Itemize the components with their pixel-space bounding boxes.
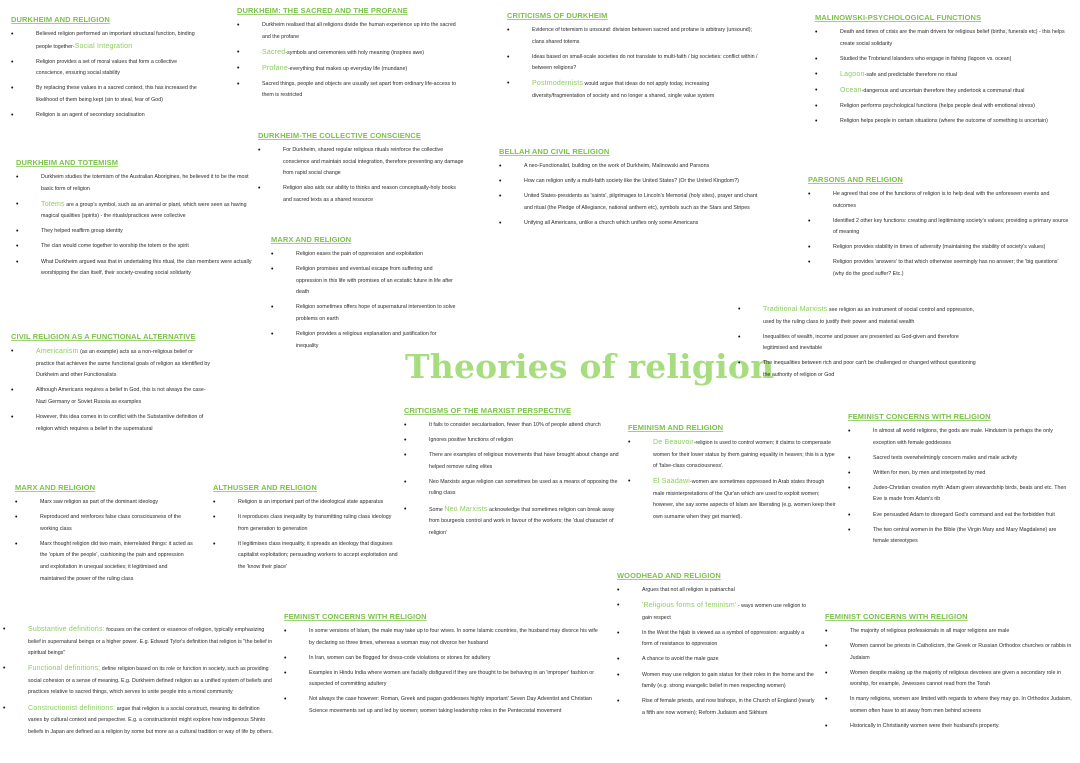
bullet-item bbox=[213, 497, 403, 509]
section-heading: FEMINISM AND RELIGION bbox=[628, 423, 724, 432]
section-heading: FEMINIST CONCERNS WITH RELIGION bbox=[284, 612, 427, 621]
bullet-text: Religion provides 'answers' to that which otherwise seemingly has no answer; the 'big questions' (why do the good suffer? Etc.) bbox=[833, 259, 1059, 278]
bullet-text: United States-presidents as 'saints', pilgrimages to Lincoln's Memorial (holy sites), prayer and chant and ritual (the Pledge of Allegiance, national anthem etc), symbols such as the Stars and Stripes bbox=[524, 193, 758, 211]
section-s6 bbox=[237, 6, 462, 106]
keyword-highlight: Substantive definitions: bbox=[28, 626, 105, 633]
bullet-text: A neo-Functionalist, building on the work of Durkheim, Malinowski and Parsons bbox=[524, 163, 710, 169]
bullet-item bbox=[507, 52, 762, 75]
bullet-item bbox=[11, 29, 201, 53]
bullet-list bbox=[825, 626, 1077, 733]
bullet-item bbox=[848, 510, 1073, 522]
section-s1 bbox=[11, 15, 201, 125]
bullet-text: Identified 2 other key functions: creating and legitimising society's values; providing a primary source of meaning bbox=[833, 217, 1069, 236]
bullet-text: Religion promises and eventual escape from suffering and oppression in this life with promises of an ecstatic future in life after death bbox=[296, 266, 453, 296]
bullet-text: -dangerous and uncertain therefore they undertook a communal ritual bbox=[861, 87, 1025, 94]
section-s14 bbox=[628, 423, 836, 527]
bullet-item bbox=[213, 512, 403, 535]
section-heading: MALINOWSKI-PSYCHOLOGICAL FUNCTIONS bbox=[815, 13, 982, 22]
bullet-item bbox=[258, 183, 466, 206]
bullet-text: In some versions of Islam, the male may take up to four wives. In some Islamic countries, the husband may divorce his wife by declaring so three times, whereas a woman may not divorce her husband bbox=[309, 628, 598, 646]
section-heading: CRITICISMS OF DURKHEIM bbox=[507, 11, 608, 20]
bullet-text: What Durkheim argued was that in undertaking this ritual, the clan members were actually worshipping the clan itself, their society-creating social solidarity bbox=[41, 258, 252, 277]
bullet-item bbox=[284, 694, 598, 717]
bullet-item bbox=[815, 27, 1075, 50]
bullet-text: Sacred texts overwhelmingly concern males and male activity bbox=[873, 454, 1018, 461]
bullet-list bbox=[11, 29, 201, 122]
bullet-item bbox=[271, 249, 459, 261]
bullet-text: Marx saw religion as part of the dominant ideology bbox=[40, 499, 159, 505]
bullet-item bbox=[16, 226, 256, 238]
bullet-text: - ways women use religion to gain respect bbox=[642, 603, 807, 621]
bullet-item bbox=[825, 694, 1077, 717]
bullet-item bbox=[808, 216, 1070, 239]
section-s5 bbox=[3, 624, 273, 742]
bullet-item bbox=[848, 426, 1073, 449]
bullet-text: focuses on the content or essence of religion, typically emphasizing belief in supernatural beings or a higher power. E.g. Edward Tylor's definition that religion is "the belief in spiritual beings" bbox=[28, 627, 273, 657]
bullet-item bbox=[404, 420, 619, 432]
bullet-text: In many religions, women are limited with regards to where they may go. In Orthodox Judaism, women often have to sit away from men behind screens bbox=[850, 696, 1072, 715]
bullet-item bbox=[848, 525, 1073, 548]
bullet-item bbox=[825, 641, 1077, 664]
bullet-item bbox=[499, 161, 764, 173]
bullet-item bbox=[617, 600, 815, 624]
section-s4 bbox=[15, 483, 193, 589]
section-s3 bbox=[11, 332, 211, 439]
bullet-text: It reproduces class inequality by transmitting ruling class ideology from generation to generation bbox=[238, 514, 392, 532]
bullet-item bbox=[11, 412, 211, 435]
bullet-text: Reproduced and reinforces false class consciousness of the working class bbox=[40, 514, 182, 532]
section-s18 bbox=[738, 304, 980, 385]
bullet-text: Believed religion performed an important structural function, binding people together- bbox=[36, 31, 195, 50]
bullet-item bbox=[848, 453, 1073, 465]
keyword-highlight: Traditional Marxists bbox=[763, 306, 828, 313]
bullet-item bbox=[16, 199, 256, 223]
bullet-item bbox=[3, 663, 273, 699]
bullet-text: Unifying all Americans, unlike a church which unifies only some Americans bbox=[524, 219, 699, 226]
bullet-text: The majority of religious professionals in all major religions are male bbox=[850, 628, 1010, 634]
section-heading: MARX AND RELIGION bbox=[271, 235, 352, 244]
section-s17 bbox=[808, 175, 1070, 284]
bullet-text: By replacing these values in a sacred context, this has increased the likelihood of them being kept (sin to steal, fear of God) bbox=[36, 85, 197, 103]
section-s8 bbox=[271, 235, 459, 356]
bullet-text: Religion is an important part of the ideological state apparatus bbox=[238, 499, 384, 505]
section-heading: PARSONS AND RELIGION bbox=[808, 175, 903, 184]
section-s13 bbox=[404, 406, 619, 543]
bullet-item bbox=[11, 346, 211, 382]
keyword-highlight: Profane bbox=[262, 64, 288, 72]
bullet-text: They helped reaffirm group identity bbox=[41, 228, 123, 235]
bullet-text: acknowledge that sometimes religion can break away from bourgeois control and work in favour of the workers; the 'dual character of religion' bbox=[429, 506, 615, 536]
section-heading: DURKHEIM: THE SACRED AND THE PROFANE bbox=[237, 6, 408, 15]
keyword-highlight: 'Religious forms of feminism' bbox=[642, 602, 737, 610]
bullet-item bbox=[617, 628, 815, 651]
bullet-list bbox=[848, 426, 1073, 548]
bullet-item bbox=[284, 626, 598, 649]
bullet-text: -women are sometimes oppressed in Arab states through male misinterpretations of the Qur'an which are used to exploit women; however, she say some aspects of Islam are liberating (e.g. women keep their own surname when they get married). bbox=[653, 479, 836, 521]
bullet-text: Argues that not all religion is patriarchal bbox=[642, 587, 735, 593]
section-heading: FEMINIST CONCERNS WITH RELIGION bbox=[825, 612, 968, 621]
section-heading: DURKHEIM-THE COLLECTIVE CONSCIENCE bbox=[258, 131, 421, 140]
bullet-text: Women despite making up the majority of religious devotees are given a secondary role in worship, for example, Jewesses cannot read from the Torah bbox=[850, 669, 1062, 688]
bullet-text: Eve persuaded Adam to disregard God's command and eat the forbidden fruit bbox=[873, 511, 1055, 518]
bullet-item bbox=[848, 468, 1073, 480]
section-s12 bbox=[499, 147, 764, 233]
keyword-highlight: Neo Marxists bbox=[444, 505, 488, 513]
bullet-list bbox=[617, 585, 815, 719]
bullet-text: Durkheim studies the totemism of the Australian Aborigines, he believed it to be the most basic form of religion bbox=[41, 174, 249, 192]
bullet-text: In Iran, women can be flogged for dress-code violations or stones for adultery bbox=[309, 654, 491, 661]
bullet-item bbox=[628, 476, 836, 523]
keyword-highlight: Social Integration bbox=[74, 42, 133, 50]
bullet-text: He agreed that one of the functions of religion is to help deal with the unforeseen events and outcomes bbox=[833, 191, 1050, 209]
bullet-text: However, this idea comes in to conflict with the Substantive definition of religion which requires a belief in the supernatural bbox=[36, 413, 204, 432]
bullet-item bbox=[404, 477, 619, 500]
bullet-text: Written for men, by men and interpreted by med bbox=[873, 469, 986, 476]
bullet-list bbox=[213, 497, 403, 574]
bullet-item bbox=[11, 57, 201, 80]
bullet-text: Evidence of totemism is unsound: division between sacred and profane is arbitrary (unsound); clans shared totems bbox=[532, 27, 752, 45]
bullet-text: Religion provides a religious explanation and justification for inequality bbox=[296, 331, 437, 349]
section-heading: FEMINIST CONCERNS WITH RELIGION bbox=[848, 412, 991, 421]
bullet-item bbox=[738, 358, 980, 381]
bullet-text: For Durkheim, shared regular religious rituals reinforce the collective conscience and maintain social integration, therefore preventing any damage from rapid social change bbox=[283, 147, 464, 177]
bullet-item bbox=[404, 435, 619, 447]
bullet-item bbox=[815, 54, 1075, 66]
bullet-item bbox=[284, 668, 598, 691]
bullet-item bbox=[808, 242, 1070, 254]
bullet-item bbox=[848, 483, 1073, 506]
bullet-text: (as an example) acts as a non-religious belief or practice that achieves the same functional goals of religion as identified by Durkheim and other Functionalists bbox=[36, 349, 211, 379]
keyword-highlight: Sacred bbox=[262, 48, 286, 56]
section-s9 bbox=[213, 483, 403, 577]
bullet-list bbox=[16, 172, 256, 280]
bullet-item bbox=[815, 116, 1075, 128]
bullet-item bbox=[404, 504, 619, 540]
bullet-text: define religion based on its role or function in society, such as providing social cohesion or a sense of meaning. E.g. Durkheim defined religion as a unified system of beliefs and practices relative to sacred things, which serves to unite people into a moral community bbox=[28, 666, 272, 696]
bullet-item bbox=[825, 626, 1077, 638]
bullet-item bbox=[16, 241, 256, 253]
bullet-item bbox=[499, 191, 764, 214]
bullet-item bbox=[271, 302, 459, 325]
keyword-highlight: Totems bbox=[41, 200, 65, 208]
section-s7 bbox=[258, 131, 466, 210]
bullet-item bbox=[237, 20, 462, 43]
keyword-highlight: El Saadawi bbox=[653, 478, 691, 486]
bullet-text: Religion provides stability in times of adversity (maintaining the stability of society's values) bbox=[833, 244, 1046, 251]
keyword-highlight: Constructionist definitions: bbox=[28, 704, 116, 712]
bullet-item bbox=[404, 450, 619, 473]
keyword-highlight: Postmodernists bbox=[532, 80, 584, 88]
bullet-item bbox=[3, 703, 273, 739]
bullet-list bbox=[808, 189, 1070, 281]
bullet-item bbox=[213, 539, 403, 574]
keyword-highlight: Lagoon bbox=[840, 70, 865, 78]
bullet-list bbox=[284, 626, 598, 718]
section-heading: CRITICISMS OF THE MARXIST PERSPECTIVE bbox=[404, 406, 572, 415]
keyword-highlight: Ocean bbox=[840, 86, 862, 94]
keyword-highlight: Americanism bbox=[36, 348, 79, 355]
bullet-item bbox=[271, 264, 459, 299]
bullet-list bbox=[15, 497, 193, 585]
bullet-item bbox=[16, 172, 256, 195]
bullet-item bbox=[11, 385, 211, 408]
bullet-item bbox=[617, 585, 815, 597]
bullet-item bbox=[499, 176, 764, 188]
section-heading: BELLAH AND CIVIL RELIGION bbox=[499, 147, 610, 156]
bullet-item bbox=[738, 332, 980, 355]
bullet-text: Religion also aids our ability to thinks and reason conceptually-holy books and sacred texts as a shared resource bbox=[283, 185, 456, 203]
bullet-item bbox=[11, 83, 201, 106]
section-s2 bbox=[16, 158, 256, 283]
section-heading: WOODHEAD AND RELIGION bbox=[617, 571, 721, 580]
bullet-text: Women cannot be priests in Catholicism, the Greek or Russian Orthodox churches or rabbis in Judaism bbox=[850, 643, 1072, 661]
bullet-item bbox=[284, 653, 598, 665]
bullet-text: It fails to consider secularisation, fewer than 10% of people attend church bbox=[429, 422, 601, 428]
bullet-list bbox=[271, 249, 459, 352]
bullet-text: Examples in Hindu India where women are facially disfigured if they are thought to be behaving in an 'improper' fashion or suspected of committing adultery bbox=[309, 669, 594, 688]
bullet-item bbox=[808, 189, 1070, 212]
bullet-text: It legitimises class inequality, it spreads an ideology that disguises capitalist exploitation; persuading workers to accept exploitation and the 'know their place' bbox=[238, 540, 398, 570]
section-heading: MARX AND RELIGION bbox=[15, 483, 96, 492]
bullet-text: Marx thought religion did two main, interrelated things: it acted as the 'opium of the people', cushioning the pain and oppression and exploitation in unequal societies; it legitimised and maintained the power of the ruling class bbox=[40, 540, 193, 582]
bullet-text: In almost all world religions, the gods are male. Hinduism is perhaps the only exception with female goddesses bbox=[873, 428, 1053, 446]
bullet-text: Women may use religion to gain status for their roles in the home and the family (e.g. strong evangelic belief in men respecting women) bbox=[642, 671, 814, 690]
bullet-text: are a group's symbol, such as an animal or plant, which were seen as having magical qualities (spirits) - the rituals/practices were collective bbox=[41, 201, 247, 220]
bullet-item bbox=[825, 668, 1077, 691]
bullet-item bbox=[15, 497, 193, 509]
bullet-text: Ignores positive functions of religion bbox=[429, 437, 514, 444]
keyword-highlight: De Beauvoir bbox=[653, 439, 694, 446]
bullet-list bbox=[237, 20, 462, 102]
bullet-item bbox=[738, 304, 980, 328]
bullet-item bbox=[815, 85, 1075, 98]
bullet-item bbox=[237, 79, 462, 102]
bullet-text: The inequalities between rich and poor can't be challenged or changed without questioning the authority of religion or God bbox=[763, 360, 976, 378]
bullet-item bbox=[16, 257, 256, 280]
bullet-item bbox=[617, 654, 815, 666]
section-s10 bbox=[284, 612, 598, 721]
bullet-item bbox=[499, 218, 764, 230]
bullet-list bbox=[404, 420, 619, 539]
bullet-list bbox=[3, 624, 273, 738]
bullet-item bbox=[237, 63, 462, 76]
bullet-text: Durkheim realised that all religions divide the human experience up into the sacred and the profane bbox=[262, 22, 456, 40]
bullet-list bbox=[258, 145, 466, 206]
bullet-text: Death and times of crisis are the main drivers for religious belief (births, funerals etc) - this helps create social solidarity bbox=[840, 29, 1065, 47]
bullet-item bbox=[258, 145, 466, 180]
bullet-list bbox=[11, 346, 211, 435]
bullet-item bbox=[15, 539, 193, 585]
keyword-highlight: Functional definitions: bbox=[28, 665, 101, 673]
bullet-text: Not always the case however: Roman, Greek and pagan goddesses highly important' Seven Day Adventist and Christian Science movements set up and led by women; women taking leadership roles in the Pentecostal movement bbox=[309, 696, 592, 715]
bullet-text: Some bbox=[429, 506, 445, 513]
bullet-text: Studied the Trobriand Islanders who engage in fishing (lagoon vs. ocean) bbox=[840, 55, 1012, 62]
bullet-item bbox=[815, 101, 1075, 113]
section-s15 bbox=[617, 571, 815, 723]
bullet-item bbox=[507, 78, 762, 102]
section-s16 bbox=[815, 13, 1075, 131]
bullet-list bbox=[738, 304, 980, 382]
bullet-text: There are examples of religious movements that have brought about change and helped remove ruling elites bbox=[429, 452, 619, 470]
bullet-text: Religion is an agent of secondary socialisation bbox=[36, 112, 145, 119]
bullet-text: argue that religion is a social construct, meaning its definition varies by cultural context and perspective. E.g. a constructionist might explore how indigenous Shinto beliefs in Japan are defined as a religion by some but more as a cultural tradition or way of life by others. bbox=[28, 705, 273, 735]
bullet-text: Although Americans requires a belief in God, this is not always the case-Nazi Germany or Soviet Russia as examples bbox=[36, 387, 206, 405]
bullet-item bbox=[617, 670, 815, 693]
bullet-item bbox=[3, 624, 273, 660]
bullet-text: Religion helps people in certain situations (where the outcome of something is uncertain) bbox=[840, 118, 1048, 125]
bullet-list bbox=[499, 161, 764, 229]
bullet-item bbox=[15, 512, 193, 535]
bullet-text: Sacred things, people and objects are usually set apart from ordinary life-access to them is restricted bbox=[262, 80, 457, 99]
bullet-list bbox=[507, 25, 762, 103]
bullet-text: -symbols and ceremonies with holy meaning (inspires awe) bbox=[285, 49, 425, 56]
bullet-text: The two central women in the Bible (the Virgin Mary and Mary Magdalene) are female stereotypes bbox=[873, 526, 1057, 545]
section-s19 bbox=[848, 412, 1073, 551]
bullet-text: Historically in Christianity women were their husband's property. bbox=[850, 723, 1000, 730]
bullet-item bbox=[11, 110, 201, 122]
bullet-list bbox=[815, 27, 1075, 128]
section-heading: DURKHEIM AND TOTEMISM bbox=[16, 158, 119, 167]
section-s11 bbox=[507, 11, 762, 106]
section-heading: DURKHEIM AND RELIGION bbox=[11, 15, 110, 24]
bullet-item bbox=[617, 696, 815, 719]
bullet-text: Ideas based on small-scale societies do not translate to multi-faith / big societies: conflict within / between religions? bbox=[532, 53, 758, 72]
bullet-text: Religion sometimes offers hope of supernatural intervention to solve problems on earth bbox=[296, 304, 456, 322]
section-s20 bbox=[825, 612, 1077, 736]
bullet-item bbox=[237, 47, 462, 60]
bullet-text: Religion provides a set of moral values that form a collective conscience, ensuring social stability bbox=[36, 58, 178, 77]
bullet-item bbox=[815, 69, 1075, 82]
bullet-item bbox=[507, 25, 762, 48]
bullet-text: -everything that makes up everyday life (mundane) bbox=[287, 65, 408, 72]
bullet-list bbox=[628, 437, 836, 524]
bullet-text: -religion is used to control women; it claims to compensate women for their lower status by them gaining equality in heaven; this is a type of 'false-class consciousness'. bbox=[653, 440, 835, 470]
bullet-text: -safe and predictable therefore no ritual bbox=[864, 71, 958, 78]
bullet-text: A chance to avoid the male gaze bbox=[642, 656, 719, 663]
bullet-text: Religion performs psychological functions (helps people deal with emotional stress) bbox=[840, 102, 1035, 109]
bullet-item bbox=[271, 329, 459, 352]
bullet-text: How can religion unify a multi-faith society like the United States? (Or the United Kingdom?) bbox=[524, 178, 739, 185]
bullet-text: The clan would come together to worship the totem or the spirit bbox=[41, 243, 189, 250]
bullet-item bbox=[628, 437, 836, 473]
bullet-text: Inequalities of wealth, income and power are presented as God-given and therefore legitimised and inevitable bbox=[763, 333, 959, 352]
bullet-item bbox=[808, 257, 1070, 280]
bullet-text: Neo Marxists argue religion can sometimes be used as a means of opposing the ruling class bbox=[429, 478, 618, 497]
bullet-text: would argue that ideas do not apply today, increasing diversity/fragmentation of society and no longer a shared, single value system bbox=[532, 81, 715, 99]
section-heading: ALTHUSSER AND RELIGION bbox=[213, 483, 317, 492]
page-title: Theories of religion bbox=[405, 347, 775, 386]
bullet-text: Judeo-Christian creation myth: Adam given stewardship birds, beats and etc. Then Eve is made from Adam's rib bbox=[873, 484, 1067, 503]
bullet-text: In the West the hijab is viewed as a symbol of oppression: arguably a form of resistance to oppression bbox=[642, 629, 805, 648]
section-heading: CIVIL RELIGION AS A FUNCTIONAL ALTERNATIVE bbox=[11, 332, 196, 341]
bullet-text: see religion as an instrument of social control and oppression, used by the ruling class to justify their power and material wealth bbox=[763, 307, 975, 325]
bullet-text: Religion eases the pain of oppression and exploitation bbox=[296, 251, 423, 257]
bullet-text: Rise of female priests, and now bishops, in the Church of England (nearly a fifth are now women); Reform Judaism and Sikhism bbox=[642, 698, 815, 716]
bullet-item bbox=[825, 721, 1077, 733]
